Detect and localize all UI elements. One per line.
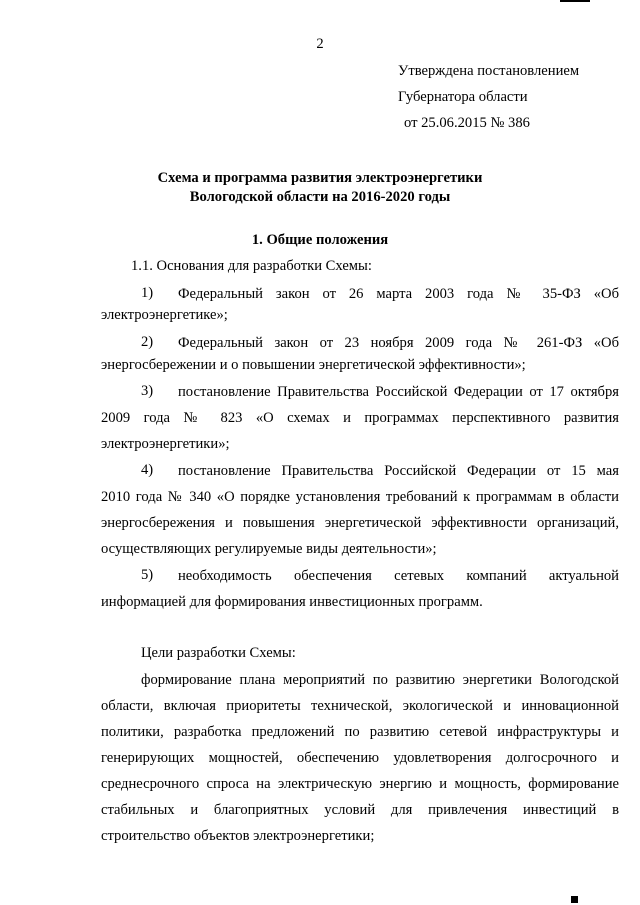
list-item-continuation: энергосбережении и о повышении энергетической эффективности»; — [101, 357, 526, 373]
list-item-text: Федеральный закон от 26 марта 2003 года № 35-ФЗ «Об — [178, 286, 619, 302]
list-item-continuation: электроэнергетики»; — [101, 436, 230, 452]
paragraph-line: генерирующих мощностей, обеспечению удовлетворения долгосрочного и — [101, 750, 619, 766]
paragraph-line: строительство объектов электроэнергетики; — [101, 828, 375, 844]
page-number: 2 — [316, 36, 324, 52]
list-item-number: 4) — [141, 462, 154, 478]
list-item-continuation: 2010 года № 340 «О порядке установления требований к программам в области — [101, 489, 619, 505]
approval-line-3: от 25.06.2015 № 386 — [404, 115, 530, 131]
list-item-number: 2) — [141, 334, 154, 350]
paragraph-line: политики, разработка предложений по развитию сетевой инфраструктуры и — [101, 724, 619, 740]
paragraph-line: области, включая приоритеты технической, экологической и инновационной — [101, 698, 619, 714]
list-item-continuation: энергосбережения и повышения энергетической эффективности организаций, — [101, 515, 619, 531]
list-item-continuation: информацией для формирования инвестиционных программ. — [101, 594, 483, 610]
basis-heading: 1.1. Основания для разработки Схемы: — [131, 258, 372, 274]
list-item-text: постановление Правительства Российской Федерации от 15 мая — [178, 463, 619, 479]
approval-line-2: Губернатора области — [398, 89, 528, 105]
list-item-text: необходимость обеспечения сетевых компаний актуальной — [178, 568, 619, 584]
paragraph-line: стабильных и благоприятных условий для привлечения инвестиций в — [101, 802, 619, 818]
scan-mark-bottom — [571, 896, 578, 903]
paragraph-line: среднесрочного спроса на электрическую энергию и мощность, формирование — [101, 776, 619, 792]
list-item-number: 3) — [141, 383, 154, 399]
goals-heading: Цели разработки Схемы: — [141, 645, 296, 661]
section-heading: 1. Общие положения — [251, 232, 389, 248]
scan-mark-top — [560, 0, 590, 2]
list-item-continuation: осуществляющих регулируемые виды деятельности»; — [101, 541, 437, 557]
paragraph-line: формирование плана мероприятий по развитию энергетики Вологодской — [141, 672, 619, 688]
list-item-text: постановление Правительства Российской Федерации от 17 октября — [178, 384, 619, 400]
list-item-continuation: 2009 года № 823 «О схемах и программах перспективного развития — [101, 410, 619, 426]
title-line-1: Схема и программа развития электроэнергетики — [157, 170, 483, 186]
list-item-number: 5) — [141, 567, 154, 583]
approval-line-1: Утверждена постановлением — [398, 63, 580, 79]
list-item-continuation: электроэнергетике»; — [101, 307, 228, 323]
list-item-number: 1) — [141, 285, 154, 301]
list-item-text: Федеральный закон от 23 ноября 2009 года № 261-ФЗ «Об — [178, 335, 619, 351]
title-line-2: Вологодской области на 2016-2020 годы — [189, 189, 451, 205]
